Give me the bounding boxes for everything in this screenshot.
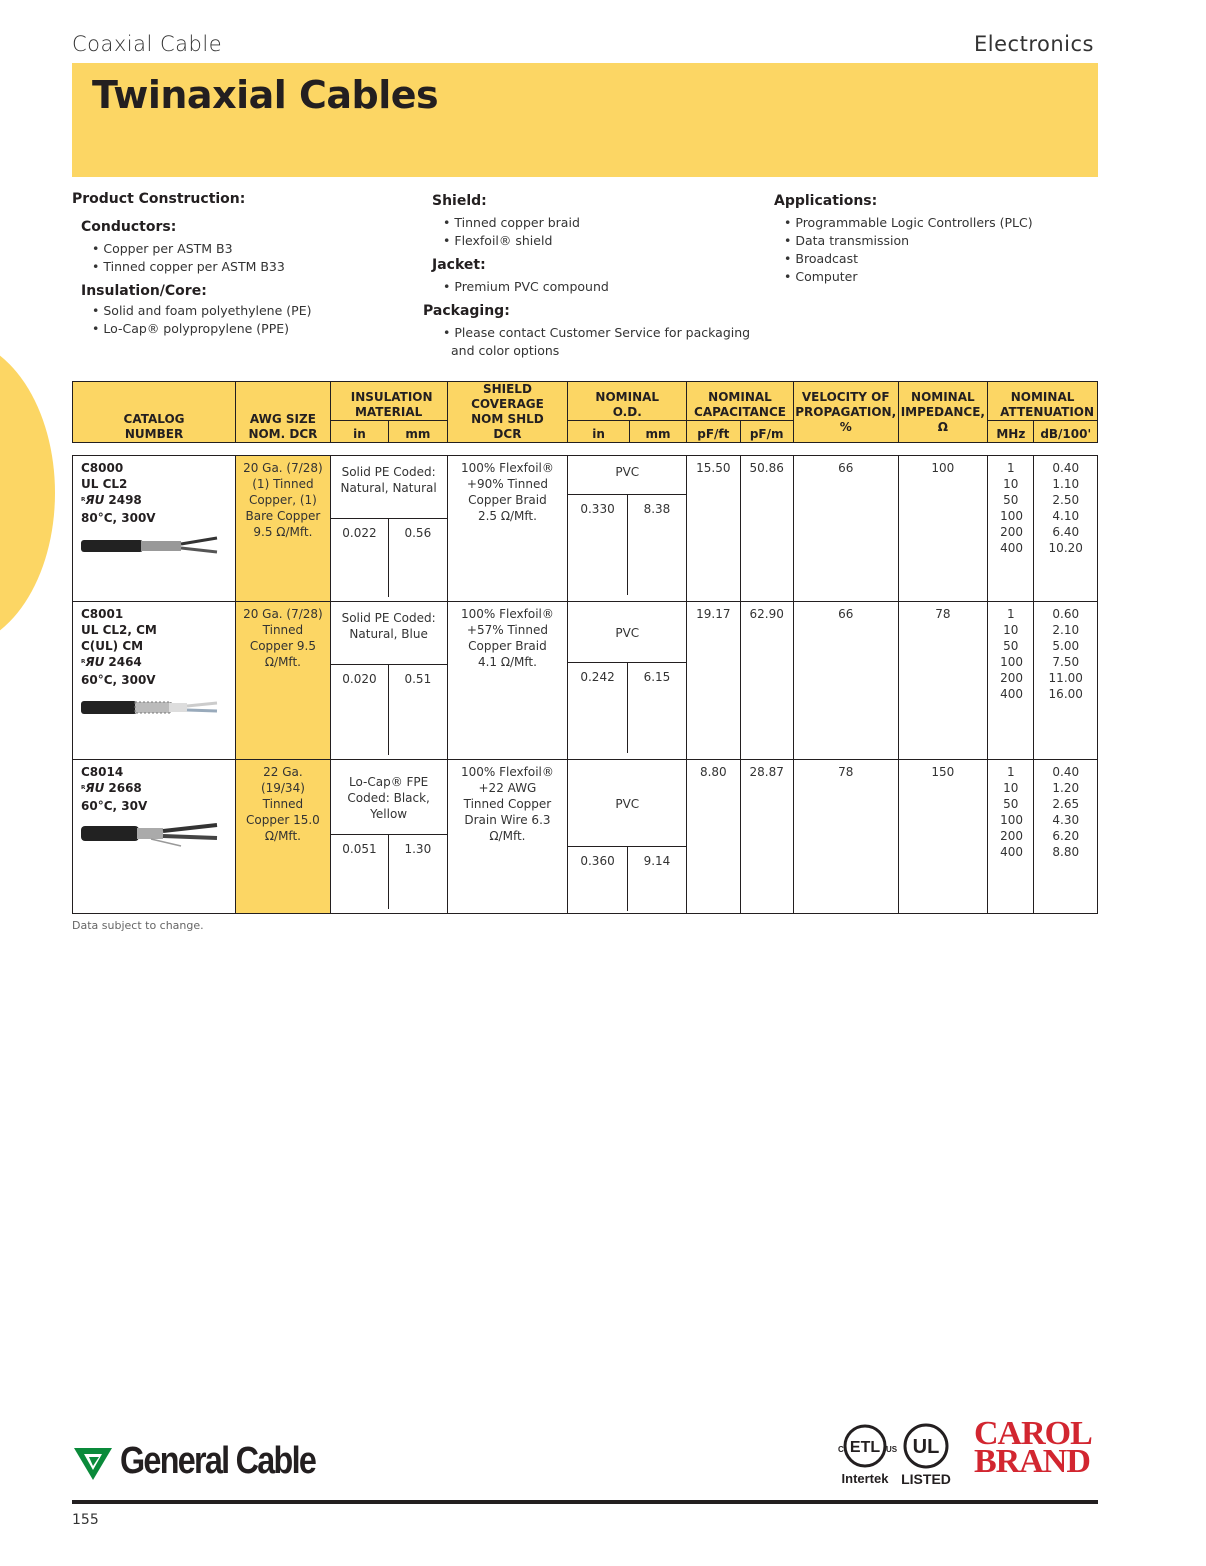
awg-cell: 22 Ga. (19/34) Tinned Copper 15.0 Ω/Mft.: [236, 760, 331, 914]
table-row: [73, 602, 1098, 760]
velocity-cell: 78: [793, 760, 898, 914]
cable-image: [81, 532, 219, 558]
disclaimer-note: Data subject to change.: [72, 919, 204, 932]
list-item: • Programmable Logic Controllers (PLC): [774, 214, 1104, 232]
od-mm: 9.14: [627, 847, 686, 911]
insulation-material: Solid PE Coded: Natural, Natural: [340, 465, 437, 495]
svg-text:UL: UL: [912, 1436, 940, 1458]
header-pf-ft: pF/ft: [687, 420, 740, 442]
capacitance-pf-ft: 15.50: [687, 456, 740, 602]
insulation-in: 0.022: [342, 526, 377, 540]
list-item: • Lo-Cap® polypropylene (PPE): [82, 320, 412, 338]
applications-heading: Applications:: [774, 193, 878, 209]
jacket-material: PVC: [615, 465, 640, 479]
etl-certification: [834, 1422, 896, 1486]
od-cell: [568, 602, 687, 760]
list-item: • Data transmission: [774, 232, 1104, 250]
header-od: NOMINAL O.D.: [568, 382, 687, 421]
od-in: 0.360: [580, 854, 615, 868]
od-mm: 8.38: [627, 495, 686, 595]
etl-listed-icon: [834, 1422, 896, 1470]
header-capacitance: NOMINAL CAPACITANCE: [687, 382, 794, 421]
title-band: [72, 63, 1098, 177]
capacitance-pf-ft: 8.80: [687, 760, 740, 914]
jacket-material: PVC: [615, 797, 640, 811]
list-item: • Copper per ASTM B3: [82, 240, 412, 258]
page-title: Twinaxial Cables: [92, 73, 439, 117]
page-number: 155: [72, 1512, 99, 1528]
insulation-mm: 0.51: [388, 665, 446, 755]
impedance-cell: 100: [898, 456, 988, 602]
shield-column: [423, 192, 763, 360]
catalog-rating: UL CL2, CM: [81, 623, 157, 637]
ul-recognized-icon: ᴿ: [81, 659, 86, 669]
cable-image: [81, 820, 219, 846]
capacitance-pf-ft: 19.17: [687, 602, 740, 760]
jacket-heading: Jacket:: [432, 257, 486, 273]
carol-brand-logo: [974, 1415, 1092, 1480]
packaging-list: [433, 324, 753, 360]
velocity-cell: 66: [793, 456, 898, 602]
general-cable-icon: [72, 1442, 114, 1482]
header-mhz: MHz: [988, 420, 1034, 442]
applications-column: [774, 192, 1104, 286]
construction-column: [72, 190, 412, 338]
catalog-number: C8000: [81, 461, 124, 475]
insulation-in: 0.020: [342, 672, 377, 686]
carol-wordmark: CAROL: [974, 1415, 1092, 1452]
side-decoration: [0, 338, 55, 648]
catalog-ul-file: ᴿЯU 2464: [81, 655, 142, 669]
ul-certification: [900, 1422, 952, 1487]
insulation-cell: [330, 760, 447, 914]
catalog-temp-volt: 80°C, 300V: [81, 511, 156, 525]
svg-text:C: C: [838, 1445, 844, 1454]
shield-heading: Shield:: [432, 193, 487, 209]
capacitance-pf-m: 62.90: [740, 602, 793, 760]
catalog-temp-volt: 60°C, 300V: [81, 673, 156, 687]
section-label: Coaxial Cable: [72, 32, 223, 56]
list-item: • Flexfoil® shield: [433, 232, 763, 250]
ul-recognized-icon: ᴿ: [81, 497, 86, 507]
conductors-list: [82, 240, 412, 276]
insulation-in: 0.051: [342, 842, 377, 856]
cable-image: [81, 694, 219, 720]
ul-file-number: 2498: [108, 493, 142, 507]
insulation-material: Lo-Cap® FPE Coded: Black, Yellow: [347, 775, 430, 821]
ul-file-number: 2464: [108, 655, 142, 669]
shield-cell: 100% Flexfoil® +22 AWG Tinned Copper Drain Wire 6.3 Ω/Mft.: [447, 760, 568, 914]
header-od-mm: mm: [629, 420, 686, 442]
brand-wordmark: BRAND: [974, 1443, 1090, 1480]
svg-text:US: US: [886, 1445, 898, 1454]
catalog-number: C8001: [81, 607, 124, 621]
construction-heading: Product Construction:: [72, 191, 246, 207]
od-mm: 6.15: [627, 663, 686, 753]
category-label: Electronics: [974, 32, 1094, 56]
table-row: [73, 456, 1098, 602]
insulation-cell: [330, 456, 447, 602]
catalog-cell: [73, 602, 236, 760]
attenuation-db: 0.60 2.10 5.00 7.50 11.00 16.00: [1034, 602, 1098, 760]
ul-listed-icon: [900, 1422, 952, 1470]
applications-list: [774, 214, 1104, 286]
insulation-heading: Insulation/Core:: [81, 283, 207, 299]
shield-cell: 100% Flexfoil® +57% Tinned Copper Braid 4.1 Ω/Mft.: [447, 602, 568, 760]
attenuation-db: 0.40 1.20 2.65 4.30 6.20 8.80: [1034, 760, 1098, 914]
header-awg: AWG SIZE NOM. DCR: [236, 382, 331, 443]
header-insulation: INSULATION MATERIAL: [330, 382, 447, 421]
od-cell: [568, 760, 687, 914]
header-pf-m: pF/m: [740, 420, 793, 442]
attenuation-mhz: 1 10 50 100 200 400: [988, 602, 1034, 760]
catalog-ul-file: ᴿЯU 2498: [81, 493, 142, 507]
cable-spec-table: [72, 381, 1098, 914]
catalog-cell: [73, 760, 236, 914]
packaging-heading: Packaging:: [423, 303, 510, 319]
catalog-rating-canada: C(UL) CM: [81, 639, 144, 653]
svg-text:ETL: ETL: [849, 1439, 881, 1456]
header-db: dB/100': [1034, 420, 1098, 442]
capacitance-pf-m: 50.86: [740, 456, 793, 602]
header-ins-in: in: [330, 420, 388, 442]
catalog-temp-volt: 60°C, 30V: [81, 799, 148, 813]
table-row: [73, 760, 1098, 914]
velocity-cell: 66: [793, 602, 898, 760]
intertek-label: Intertek: [841, 1471, 889, 1486]
insulation-list: [82, 302, 412, 338]
jacket-list: [433, 278, 763, 296]
general-cable-logo: [72, 1440, 350, 1483]
attenuation-mhz: 1 10 50 100 200 400: [988, 456, 1034, 602]
header-impedance: NOMINAL IMPEDANCE, Ω: [898, 382, 988, 443]
header-catalog: CATALOG NUMBER: [73, 382, 236, 443]
insulation-mm: 1.30: [388, 835, 446, 909]
awg-cell: 20 Ga. (7/28) Tinned Copper 9.5 Ω/Mft.: [236, 602, 331, 760]
listed-label: LISTED: [901, 1471, 951, 1487]
insulation-cell: [330, 602, 447, 760]
list-item: • Tinned copper braid: [433, 214, 763, 232]
impedance-cell: 150: [898, 760, 988, 914]
header-od-in: in: [568, 420, 629, 442]
awg-cell: 20 Ga. (7/28) (1) Tinned Copper, (1) Bare Copper 9.5 Ω/Mft.: [236, 456, 331, 602]
capacitance-pf-m: 28.87: [740, 760, 793, 914]
shield-list: [433, 214, 763, 250]
jacket-material: PVC: [615, 626, 640, 640]
list-item: • Broadcast: [774, 250, 1104, 268]
footer-rule: [72, 1500, 1098, 1504]
list-item: • Computer: [774, 268, 1104, 286]
list-item: • Tinned copper per ASTM B33: [82, 258, 412, 276]
header-shield: SHIELD COVERAGE NOM SHLD DCR: [447, 382, 568, 443]
conductors-heading: Conductors:: [81, 219, 177, 235]
header-ins-mm: mm: [389, 420, 447, 442]
ul-file-number: 2668: [108, 781, 142, 795]
catalog-cell: [73, 456, 236, 602]
catalog-ul-file: ᴿЯU 2668: [81, 781, 142, 795]
od-in: 0.242: [580, 670, 615, 684]
catalog-rating: UL CL2: [81, 477, 128, 491]
od-in: 0.330: [580, 502, 615, 516]
catalog-number: C8014: [81, 765, 124, 779]
header-velocity: VELOCITY OF PROPAGATION, %: [793, 382, 898, 443]
insulation-mm: 0.56: [388, 519, 446, 597]
header-attenuation: NOMINAL ATTENUATION: [988, 382, 1098, 421]
general-cable-wordmark: General Cable: [120, 1440, 316, 1482]
od-cell: [568, 456, 687, 602]
ul-recognized-icon: ᴿ: [81, 785, 86, 795]
impedance-cell: 78: [898, 602, 988, 760]
list-item: • Please contact Customer Service for packaging and color options: [433, 324, 753, 360]
list-item: • Solid and foam polyethylene (PE): [82, 302, 412, 320]
attenuation-mhz: 1 10 50 100 200 400: [988, 760, 1034, 914]
shield-cell: 100% Flexfoil® +90% Tinned Copper Braid 2.5 Ω/Mft.: [447, 456, 568, 602]
attenuation-db: 0.40 1.10 2.50 4.10 6.40 10.20: [1034, 456, 1098, 602]
insulation-material: Solid PE Coded: Natural, Blue: [341, 611, 436, 641]
list-item: • Premium PVC compound: [433, 278, 763, 296]
